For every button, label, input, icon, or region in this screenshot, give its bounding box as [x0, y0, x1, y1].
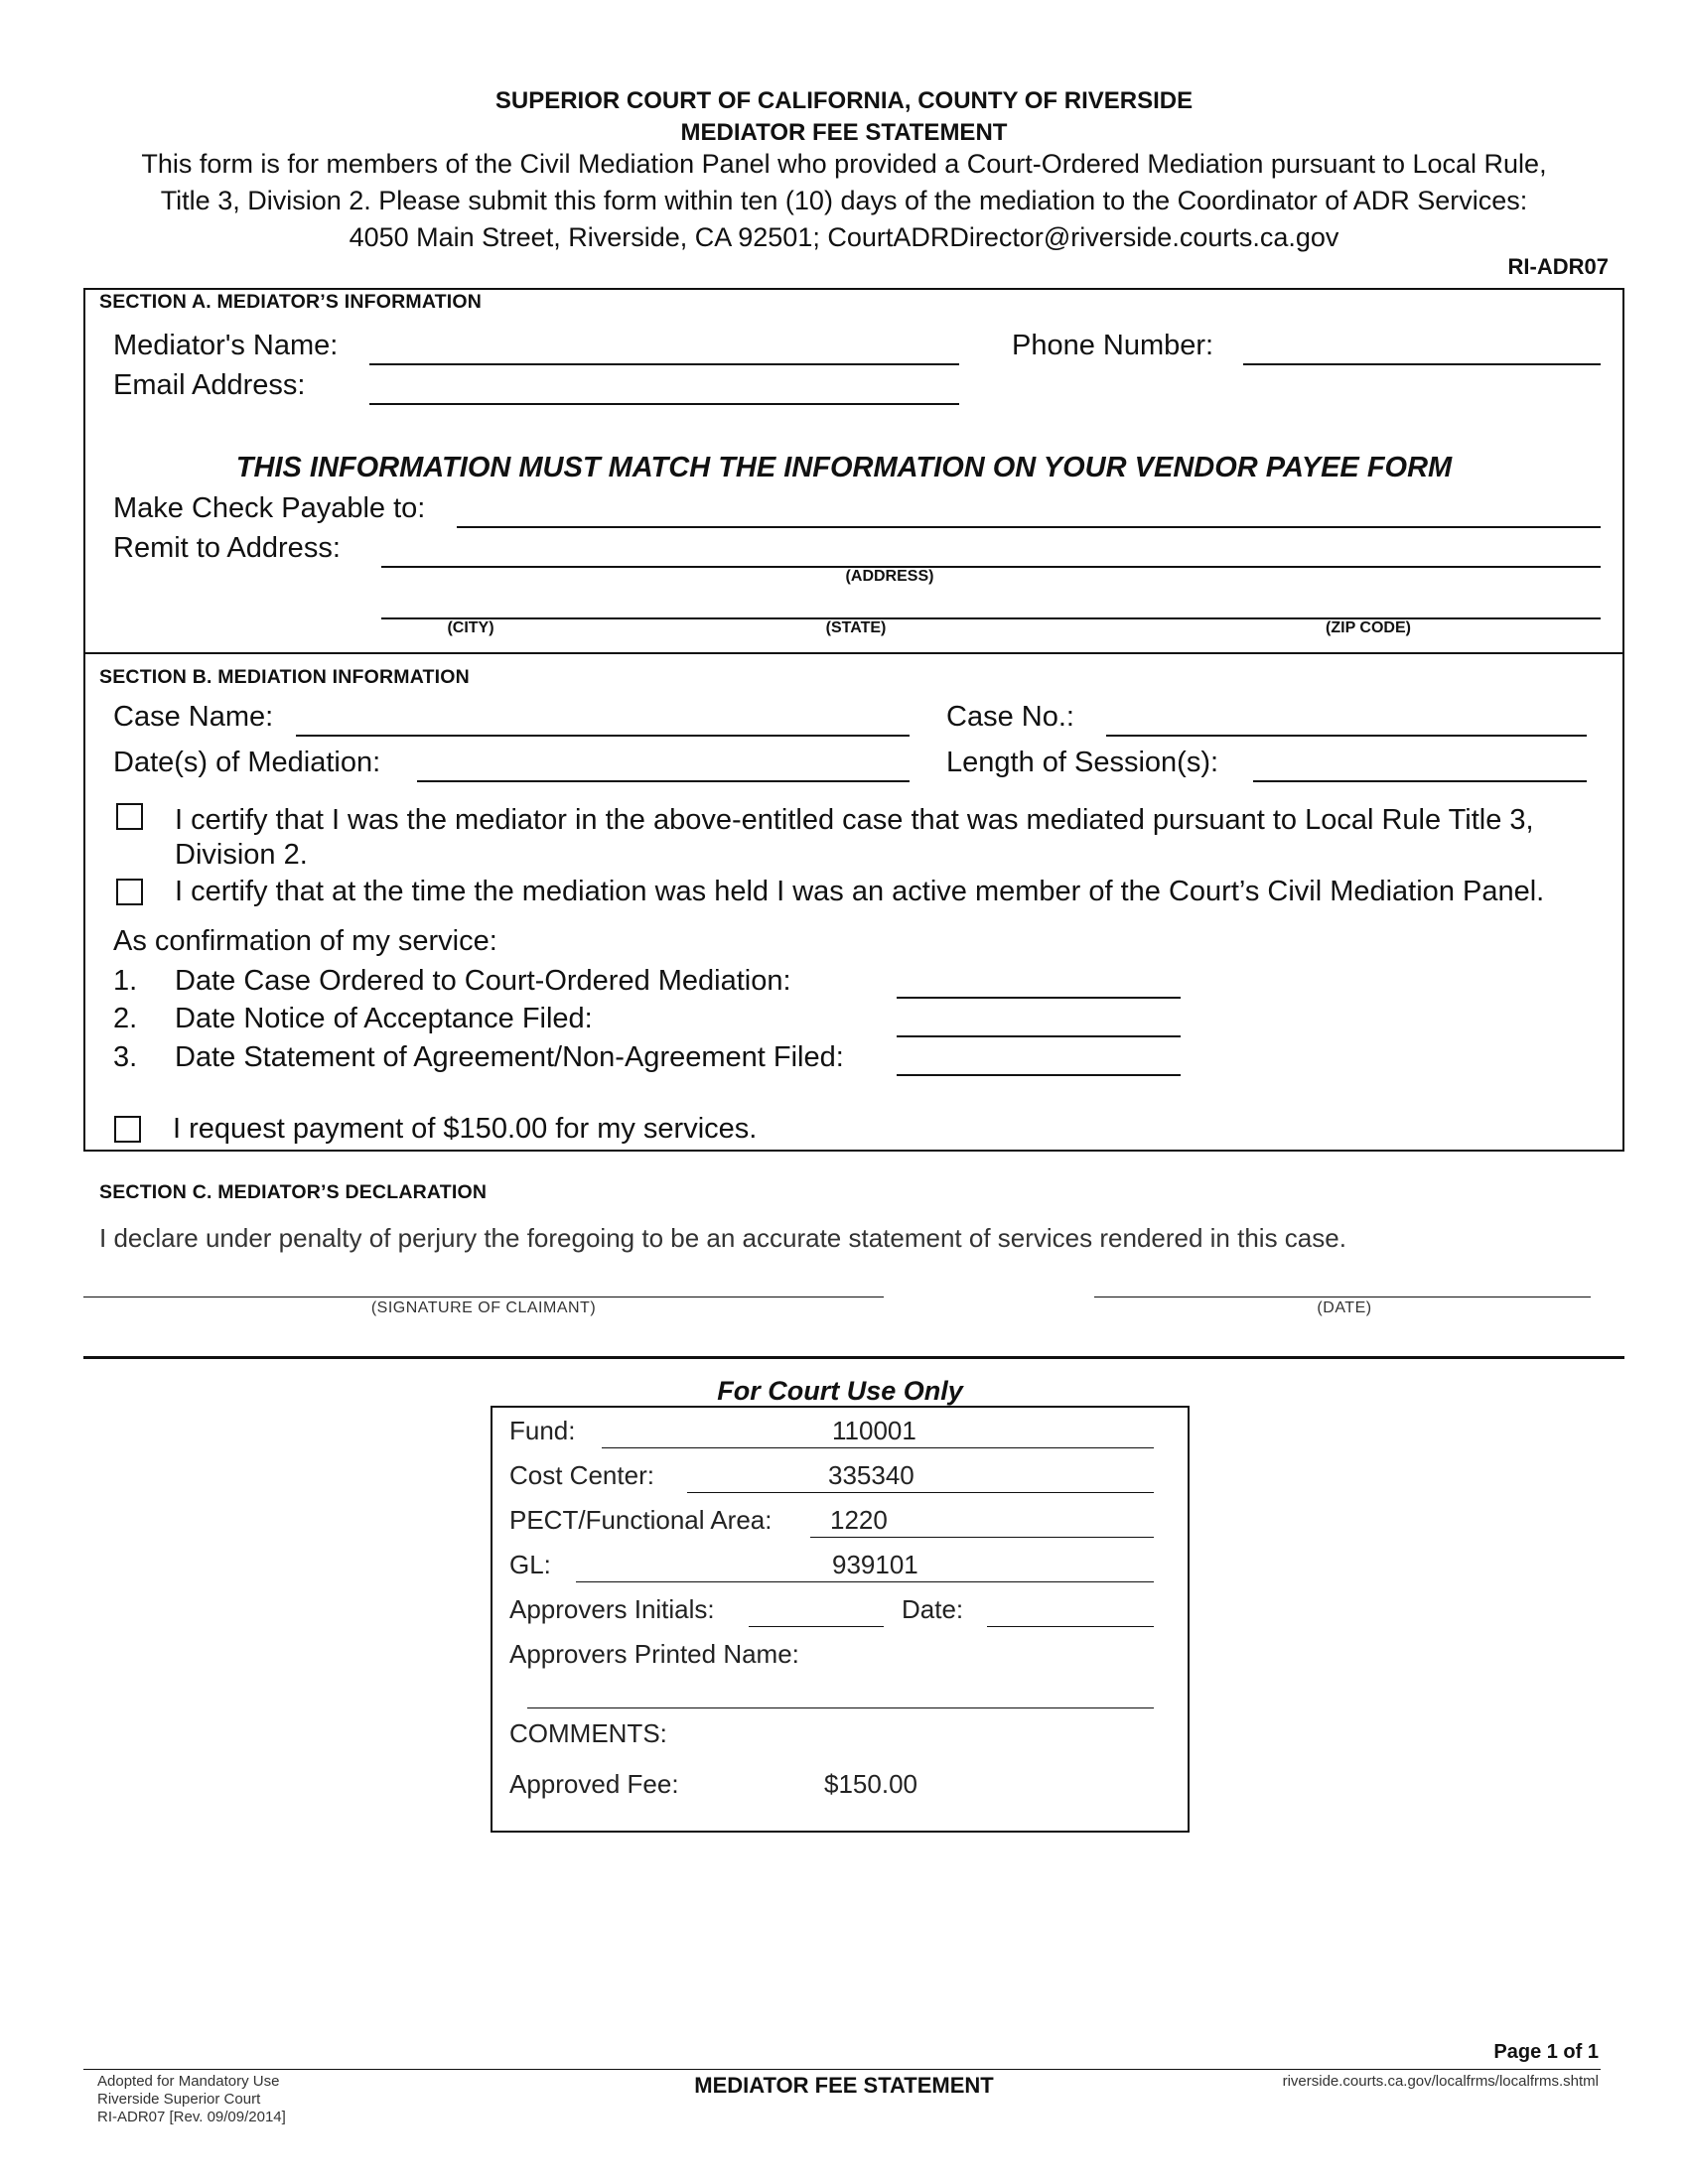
- court-name: SUPERIOR COURT OF CALIFORNIA, COUNTY OF RIVERSIDE: [494, 87, 1194, 114]
- payment-request-checkbox[interactable]: [114, 1116, 141, 1143]
- fund-line: [602, 1447, 1154, 1448]
- gl-value: 939101: [832, 1550, 918, 1579]
- state-caption: (STATE): [825, 619, 887, 636]
- initials-label: Approvers Initials:: [509, 1594, 715, 1624]
- address-caption: (ADDRESS): [845, 568, 934, 585]
- approved-fee-label: Approved Fee:: [509, 1769, 679, 1799]
- cost-center-line: [687, 1492, 1154, 1493]
- remit-label: Remit to Address:: [113, 532, 341, 564]
- court-use-separator: [83, 1356, 1624, 1359]
- case-no-label: Case No.:: [946, 701, 1074, 733]
- item-3-text: Date Statement of Agreement/Non-Agreement Filed:: [175, 1041, 844, 1073]
- court-use-title: For Court Use Only: [717, 1376, 963, 1406]
- length-label: Length of Session(s):: [946, 747, 1219, 778]
- vendor-notice: THIS INFORMATION MUST MATCH THE INFORMATION ON YOUR VENDOR PAYEE FORM: [235, 452, 1453, 483]
- adopted-line-2: Riverside Superior Court: [97, 2091, 261, 2108]
- gl-label: GL:: [509, 1550, 551, 1579]
- pect-value: 1220: [830, 1505, 888, 1535]
- certify-panel-text: I certify that at the time the mediation was held I was an active member of the Court’s Civil Mediation Panel.: [175, 876, 1545, 907]
- case-no-field[interactable]: [1106, 735, 1587, 737]
- adopted-line-3: RI-ADR07 [Rev. 09/09/2014]: [97, 2109, 286, 2125]
- length-field[interactable]: [1253, 780, 1587, 782]
- item-3-field[interactable]: [897, 1074, 1181, 1076]
- zip-caption: (ZIP CODE): [1326, 619, 1411, 636]
- email-label: Email Address:: [113, 369, 306, 401]
- address-field[interactable]: [381, 566, 1601, 568]
- email-field[interactable]: [369, 403, 959, 405]
- phone-label: Phone Number:: [1012, 330, 1214, 361]
- certify-mediator-text-2: Division 2.: [175, 839, 308, 871]
- mediator-name-field[interactable]: [369, 363, 959, 365]
- declaration-text: I declare under penalty of perjury the foregoing to be an accurate statement of services rendered in this case.: [99, 1223, 1346, 1253]
- item-1-num: 1.: [113, 965, 138, 997]
- cost-center-label: Cost Center:: [509, 1460, 654, 1490]
- gl-line: [576, 1581, 1154, 1582]
- mediator-name-label: Mediator's Name:: [113, 330, 339, 361]
- page-number: Page 1 of 1: [1493, 2041, 1599, 2063]
- check-payable-field[interactable]: [457, 526, 1601, 528]
- fund-label: Fund:: [509, 1416, 576, 1445]
- certify-panel-checkbox[interactable]: [116, 879, 143, 905]
- intro-line-3: 4050 Main Street, Riverside, CA 92501; CourtADRDirector@riverside.courts.ca.gov: [349, 222, 1339, 252]
- dates-field[interactable]: [417, 780, 910, 782]
- certify-mediator-text-1: I certify that I was the mediator in the above-entitled case that was mediated pursuant to Local Rule Title 3,: [175, 804, 1534, 836]
- adopted-line-1: Adopted for Mandatory Use: [97, 2073, 280, 2090]
- case-name-field[interactable]: [296, 735, 910, 737]
- intro-line-1: This form is for members of the Civil Mediation Panel who provided a Court-Ordered Mediation pursuant to Local Rule,: [141, 149, 1547, 179]
- approver-date-label: Date:: [902, 1594, 964, 1624]
- item-2-num: 2.: [113, 1003, 138, 1034]
- pect-label: PECT/Functional Area:: [509, 1505, 773, 1535]
- footer-rule: [83, 2069, 1601, 2070]
- form-title: MEDIATOR FEE STATEMENT: [680, 119, 1008, 146]
- item-1-text: Date Case Ordered to Court-Ordered Mediation:: [175, 965, 791, 997]
- item-3-num: 3.: [113, 1041, 138, 1073]
- intro-line-2: Title 3, Division 2. Please submit this form within ten (10) days of the mediation to the Coordinator of ADR Services:: [160, 186, 1528, 215]
- pect-line: [810, 1537, 1154, 1538]
- item-2-text: Date Notice of Acceptance Filed:: [175, 1003, 593, 1034]
- printed-name-field[interactable]: [527, 1707, 1154, 1708]
- cost-center-value: 335340: [828, 1460, 914, 1490]
- approved-fee-value: $150.00: [824, 1769, 917, 1799]
- payment-request-text: I request payment of $150.00 for my services.: [173, 1113, 758, 1145]
- city-caption: (CITY): [447, 619, 494, 636]
- signature-caption: (SIGNATURE OF CLAIMANT): [370, 1299, 597, 1316]
- comments-label: COMMENTS:: [509, 1718, 667, 1748]
- section-divider: [83, 652, 1624, 654]
- fund-value: 110001: [832, 1416, 916, 1445]
- certify-mediator-checkbox[interactable]: [116, 803, 143, 830]
- phone-field[interactable]: [1243, 363, 1601, 365]
- case-name-label: Case Name:: [113, 701, 274, 733]
- section-c-title: SECTION C. MEDIATOR’S DECLARATION: [99, 1181, 488, 1203]
- dates-label: Date(s) of Mediation:: [113, 747, 381, 778]
- footer-title: MEDIATOR FEE STATEMENT: [694, 2073, 994, 2098]
- printed-name-label: Approvers Printed Name:: [509, 1639, 799, 1669]
- city-state-zip-field[interactable]: [381, 617, 1601, 619]
- item-2-field[interactable]: [897, 1035, 1181, 1037]
- form-number: RI-ADR07: [1507, 254, 1609, 279]
- section-a-title: SECTION A. MEDIATOR’S INFORMATION: [99, 291, 483, 313]
- initials-field[interactable]: [749, 1626, 884, 1627]
- section-b-title: SECTION B. MEDIATION INFORMATION: [99, 666, 470, 688]
- check-payable-label: Make Check Payable to:: [113, 492, 426, 524]
- item-1-field[interactable]: [897, 997, 1181, 999]
- approver-date-field[interactable]: [987, 1626, 1154, 1627]
- date-caption: (DATE): [1317, 1299, 1372, 1316]
- footer-url[interactable]: riverside.courts.ca.gov/localfrms/localfrms.shtml: [1282, 2073, 1599, 2090]
- confirmation-label: As confirmation of my service:: [113, 925, 497, 957]
